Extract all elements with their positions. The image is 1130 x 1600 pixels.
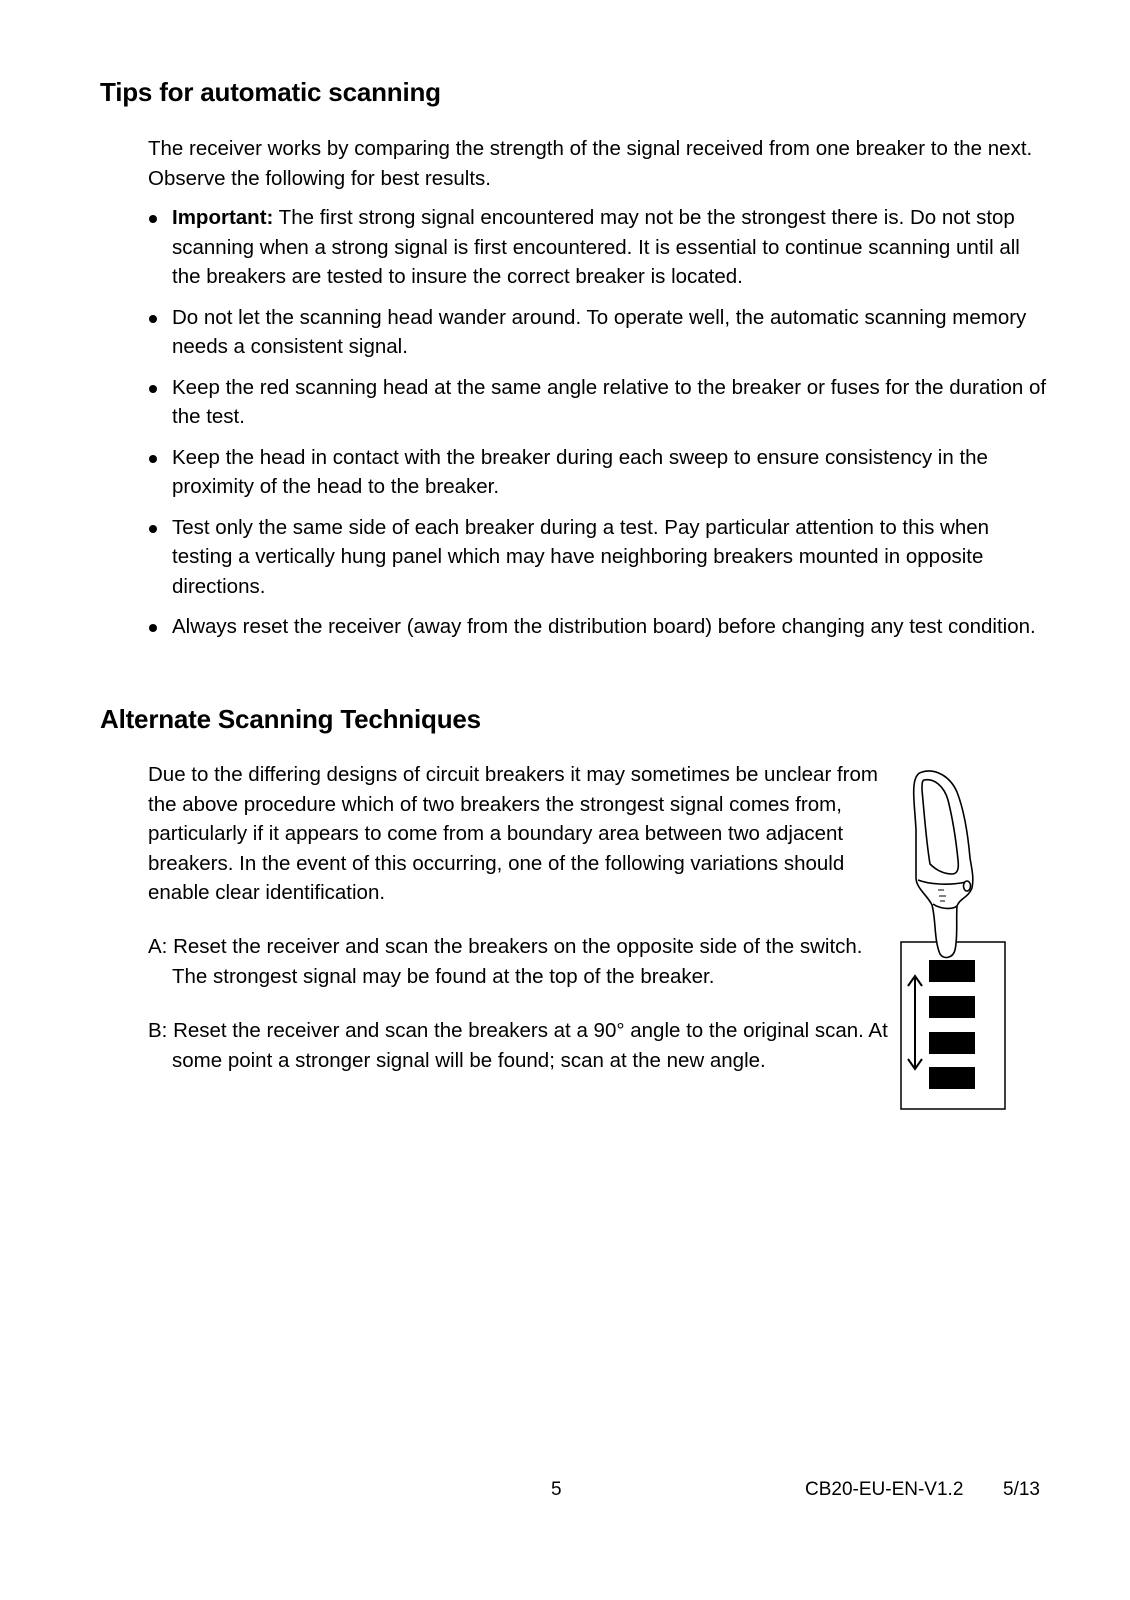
bullet-dot-icon [149, 215, 157, 223]
bullet-dot-icon [149, 315, 157, 323]
alternate-intro-paragraph: Due to the differing designs of circuit breakers it may sometimes be unclear from the above procedure which of two breakers the strongest signal comes from, particularly if it appears to come from a boundary area between two adjacent breakers. In the event of this occurring, one of the following variations should enable clear identification. [148, 763, 878, 904]
tip-item [148, 612, 1048, 642]
tip-text: Always reset the receiver (away from the distribution board) before changing any test condition. [172, 615, 1036, 638]
tips-bullet-list [148, 203, 1048, 653]
breaker-block [929, 960, 975, 982]
receiver-scanning-breakers-illustration [900, 770, 1020, 1120]
tip-text: Test only the same side of each breaker during a test. Pay particular attention to this when testing a vertically hung panel which may have neighboring breakers mounted in opposite directions. [172, 515, 990, 598]
bullet-dot-icon [149, 624, 157, 632]
breaker-block [929, 996, 975, 1018]
breaker-block [929, 1067, 975, 1089]
bullet-dot-icon [149, 455, 157, 463]
tip-item [148, 203, 1048, 292]
page-count: 5/13 [1003, 1479, 1040, 1500]
tip-text: Keep the red scanning head at the same angle relative to the breaker or fuses for the duration of the test. [172, 375, 1047, 428]
tip-text: Do not let the scanning head wander around. To operate well, the automatic scanning memory needs a consistent signal. [172, 305, 1027, 358]
bullet-dot-icon [149, 525, 157, 533]
breaker-block [929, 1032, 975, 1054]
tip-item [148, 373, 1048, 432]
bullet-dot-icon [149, 385, 157, 393]
document-code: CB20-EU-EN-V1.2 [805, 1479, 964, 1500]
tip-text: The first strong signal encountered may not be the strongest there is. Do not stop scanning when a strong signal is first encountered. It is essential to continue scanning until all the breakers are tested to insure the correct breaker is located. [172, 206, 1020, 288]
tip-item [148, 443, 1048, 502]
tip-item [148, 513, 1048, 602]
page-number: 5 [551, 1479, 562, 1500]
option-b-paragraph: B: Reset the receiver and scan the breakers at a 90° angle to the original scan. At some point a stronger signal will be found; scan at the new angle. [148, 1019, 888, 1072]
section-title-alternate-techniques: Alternate Scanning Techniques [100, 704, 481, 734]
tip-text: Keep the head in contact with the breaker during each sweep to ensure consistency in the proximity of the head to the breaker. [172, 445, 988, 498]
tip-emphasis: Important: [172, 206, 274, 229]
option-a-paragraph: A: Reset the receiver and scan the breakers on the opposite side of the switch. The strongest signal may be found at the top of the breaker. [148, 935, 863, 988]
section-title-automatic-scanning: Tips for automatic scanning [100, 77, 441, 107]
tip-item [148, 303, 1048, 362]
receiver-device-icon [914, 771, 973, 958]
section-intro-paragraph: The receiver works by comparing the strength of the signal received from one breaker to the next. Observe the following for best results. [148, 137, 1033, 190]
